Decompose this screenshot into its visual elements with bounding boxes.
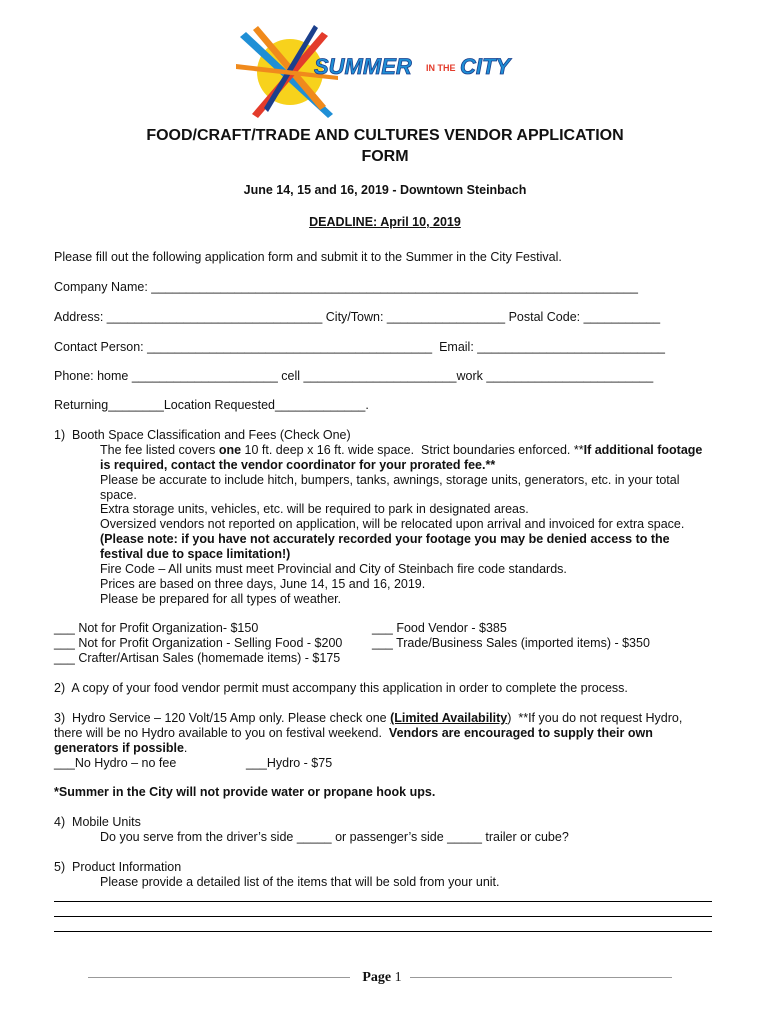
section1-line8: festival due to space limitation!) [100,547,291,561]
section1-line11: Please be prepared for all types of weather. [100,592,342,606]
section5-body: Please provide a detailed list of the items that will be sold from your unit. [100,875,500,889]
section1-line3: Please be accurate to include hitch, bumpers, tanks, awnings, storage units, generators, etc. in your total [100,473,680,487]
option-nonprofit[interactable]: ___ Not for Profit Organization- $150 [54,621,259,635]
option-no-hydro[interactable]: ___No Hydro – no fee [54,756,177,770]
footer-rule-right [410,977,672,978]
form-title-line1: FOOD/CRAFT/TRADE AND CULTURES VENDOR APPLICATION [146,127,624,144]
intro-text: Please fill out the following application form and submit it to the Summer in the City Festival. [54,250,562,264]
section1-line7: (Please note: if you have not accurately recorded your footage you may be denied access to the [100,532,670,546]
phone-field[interactable]: Phone: home _____________________ cell ______________________work ________________________ [54,369,654,383]
section1-fee-line [100,443,702,458]
section1-line5: Extra storage units, vehicles, etc. will be required to park in designated areas. [100,502,529,516]
option-trade-business[interactable]: ___ Trade/Business Sales (imported items) - $350 [372,636,650,650]
logo-word-summer: SUMMER [314,54,412,79]
summer-in-the-city-logo [228,22,538,122]
fee-text-a: The fee listed covers [100,443,219,457]
section5-heading: 5) Product Information [54,860,182,874]
hydro-line3: generators if possible [54,741,184,755]
option-food-vendor[interactable]: ___ Food Vendor - $385 [372,621,507,635]
option-nonprofit-food[interactable]: ___ Not for Profit Organization - Selling Food - $200 [54,636,343,650]
section1-line4: space. [100,488,137,502]
section3-line3 [54,741,187,756]
water-propane-notice: *Summer in the City will not provide water or propane hook ups. [54,785,436,799]
logo-word-in-the: IN THE [426,63,456,73]
deadline: DEADLINE: April 10, 2019 [309,215,461,229]
fee-text-c: 10 ft. deep x 16 ft. wide space. Strict boundaries enforced. ** [241,443,584,457]
logo-word-city: CITY [460,54,511,79]
hydro-text-a: 3) Hydro Service – 120 Volt/15 Amp only. Please check one [54,711,391,725]
section2-text: 2) A copy of your food vendor permit must accompany this application in order to complete the process. [54,681,628,695]
hydro-line2b: Vendors are encouraged to supply their own [388,726,653,740]
section4-heading: 4) Mobile Units [54,815,141,829]
product-answer-line-2[interactable] [54,916,712,917]
section1-line2: is required, contact the vendor coordinator for your prorated fee.** [100,458,496,472]
product-answer-line-1[interactable] [54,901,712,902]
section3-line1 [54,711,682,726]
section1-line10: Prices are based on three days, June 14, 15 and 16, 2019. [100,577,426,591]
section1-line6: Oversized vendors not reported on application, will be relocated upon arrival and invoiced for extra space. [100,517,685,531]
section1-heading: 1) Booth Space Classification and Fees (Check One) [54,428,351,442]
address-field[interactable]: Address: _______________________________ City/Town: _________________ Postal Code: ___________ [54,310,661,324]
product-answer-line-3[interactable] [54,931,712,932]
hydro-text-c: ) **If you do not request Hydro, [507,711,683,725]
company-name-field[interactable]: Company Name: ______________________________________________________________________ [54,280,638,294]
section3-line2 [54,726,653,741]
event-dates: June 14, 15 and 16, 2019 - Downtown Steinbach [243,183,527,197]
page-number [352,970,412,986]
option-hydro[interactable]: ___Hydro - $75 [246,756,333,770]
form-title-line2: FORM [361,148,409,165]
page-number-value: 1 [394,970,402,985]
logo-graphic [228,22,538,122]
section1-line9: Fire Code – All units must meet Provincial and City of Steinbach fire code standards. [100,562,567,576]
contact-person-field[interactable]: Contact Person: _________________________________________ Email: ___________________________ [54,340,665,354]
hydro-line2a: there will be no Hydro available to you on festival weekend. [54,726,389,740]
hydro-line3-end: . [183,741,188,755]
footer-rule-left [88,977,350,978]
section4-body[interactable]: Do you serve from the driver’s side _____ or passenger’s side _____ trailer or cube? [100,830,569,844]
fee-text-one: one [218,443,242,457]
returning-location-field[interactable]: Returning________Location Requested_____________. [54,398,369,412]
option-crafter[interactable]: ___ Crafter/Artisan Sales (homemade items) - $175 [54,651,341,665]
fee-text-d: If additional footage [583,443,703,457]
page-label: Page [362,970,392,985]
limited-availability: (Limited Availability [390,711,508,725]
